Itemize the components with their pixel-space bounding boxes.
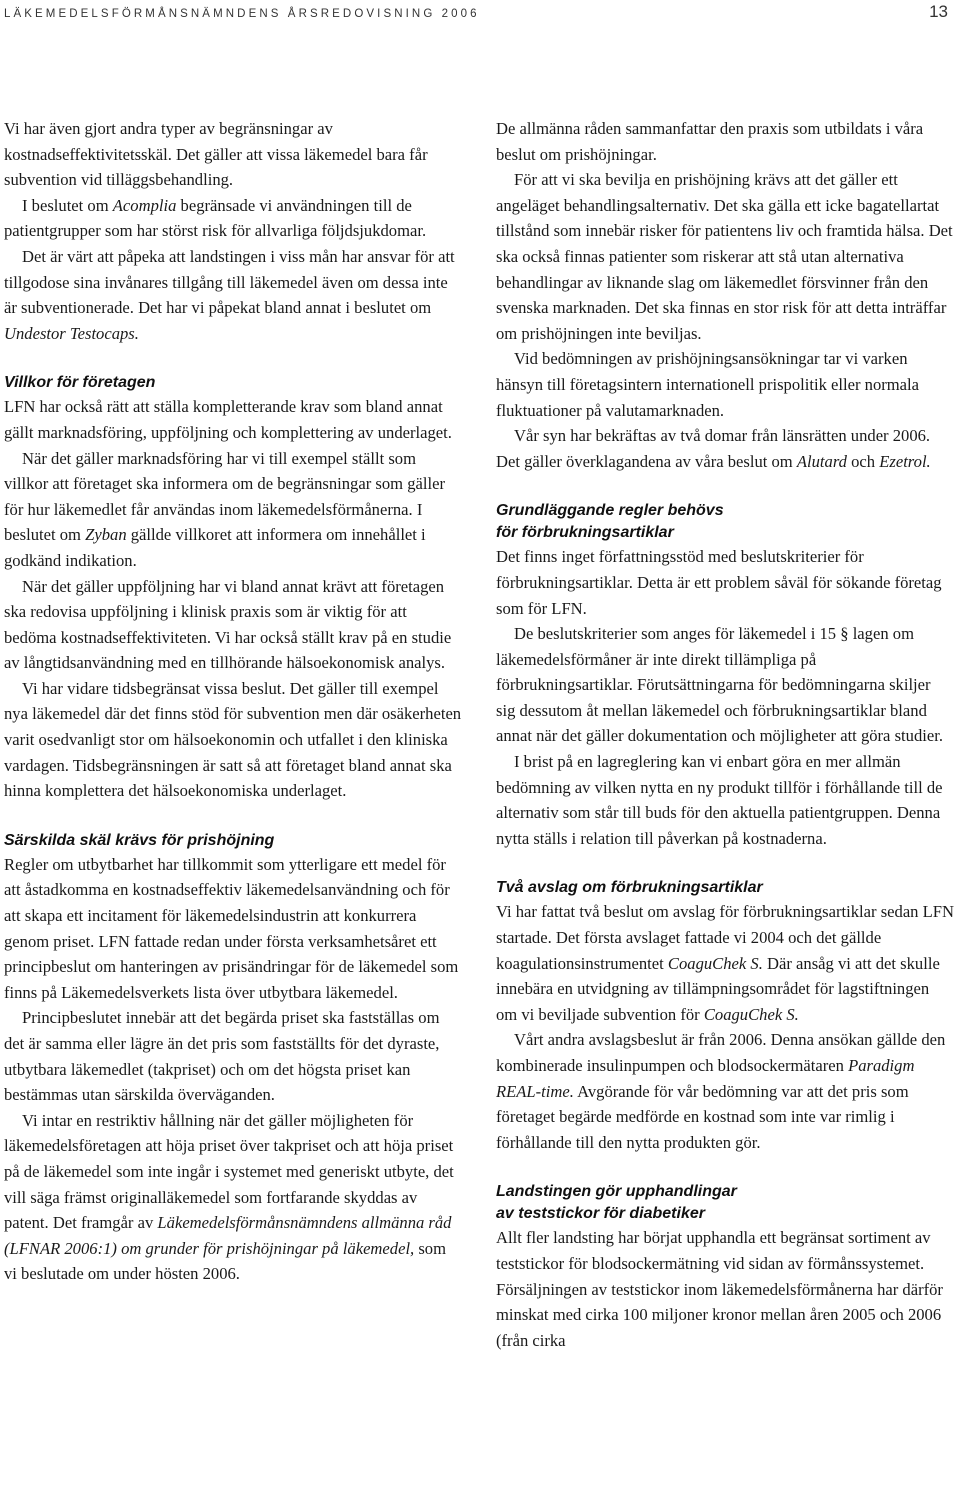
- paragraph: Vi intar en restriktiv hållning när det gäller möjligheten för läkemedelsföretagen att höja priset över takpriset och att höja priset på de läkemedel som inte ingår i systemet med generiskt utbyte, det vill säga främst originalläkemedel som fortfarande skyddas av patent. Det framgår av Läkemedelsförmånsnämndens allmänna råd (LFNAR 2006:1) om grunder för prishöjningar på läkemedel, som vi beslutade om under hösten 2006.: [4, 1110, 454, 1284]
- paragraph: Vi har vidare tidsbegränsat vissa beslut. Det gäller till exempel nya läkemedel där det finns stöd för subvention men där osäkerheten varit osedvanligt stor om hälsoekonomin och utfallet i den kliniska vardagen. Tidsbegränsningen är satt så att företaget bland annat ska hinna komplettera det hälsoekonomiska underlaget.: [4, 678, 462, 801]
- product-name: Ezetrol.: [879, 451, 931, 471]
- product-name: CoaguChek S.: [667, 953, 763, 973]
- left-column: [4, 116, 462, 1287]
- product-name: Alutard: [796, 451, 847, 471]
- paragraph: Vi har även gjort andra typer av begränsningar av kostnadseffektivitetsskäl. Det gäller att vissa läkemedel bara får subvention vid tilläggsbehandling.: [4, 119, 428, 190]
- paragraph: Allt fler landsting har börjat upphandla ett begränsat sortiment av teststickor för blodsockermätning vid sidan av förmånssystemet. Försäljningen av teststickor inom läkemedelsförmånerna har därför minskat med cirka 100 miljoner kronor mellan åren 2005 och 2006 (från cirka: [496, 1228, 943, 1350]
- product-name: Acomplia: [112, 195, 177, 215]
- product-name: Paradigm REAL-time.: [496, 1056, 915, 1101]
- paragraph: Principbeslutet innebär att det begärda priset ska fastställas om det är samma eller lägre än det pris som fastställts för det dyraste, utbytbara läkemedlet (takpriset) och om det högsta priset kan bestämmas utan särskilda överväganden.: [4, 1008, 440, 1105]
- section-heading: Landstingen gör upphandlingar av teststickor för diabetiker: [496, 1183, 737, 1223]
- paragraph: Det finns inget författningsstöd med beslutskriterier för förbrukningsartiklar. Detta är ett problem såväl för sökande företag som för LFN.: [496, 547, 942, 618]
- paragraph: Det är värt att påpeka att landstingen i viss mån har ansvar för att tillgodose sina invånares tillgång till läkemedel även om dessa inte är subventionerade. Det har vi påpekat bland annat i beslutet om Undestor Testocaps.: [4, 246, 455, 343]
- paragraph: I beslutet om Acomplia begränsade vi användningen till de patientgrupper som har störst risk för allvarliga följdsjukdomar.: [4, 195, 427, 241]
- paragraph: Regler om utbytbarhet har tillkommit som ytterligare ett medel för att åstadkomma en kostnadseffektiv läkemedelsanvändning och för att skapa ett incitament för läkemedelsindustrin att konkurrera genom priset. LFN fattade redan under första verksamhetsåret ett principbeslut om hanteringen av prisändringar för de läkemedel som finns på Läkemedelsverkets lista över utbytbara läkemedel.: [4, 854, 459, 1002]
- paragraph: När det gäller uppföljning har vi bland annat krävt att företagen ska redovisa uppföljning i klinisk praxis som är viktig för att bedöma kostnadseffektiviteten. Vi har också ställt krav på en studie av långtidsanvändning med en tillhörande hälsoekonomisk analys.: [4, 576, 452, 673]
- product-name: CoaguChek S.: [703, 1004, 799, 1024]
- section-heading: Särskilda skäl krävs för prishöjning: [4, 831, 275, 849]
- paragraph: Vid bedömningen av prishöjningsansökningar tar vi varken hänsyn till företagsintern internationell prispolitik eller normala fluktuationer på valutamarknaden.: [496, 349, 920, 420]
- paragraph: När det gäller marknadsföring har vi till exempel ställt som villkor att företaget ska informera om de begränsningar som gäller för hur läkemedlet får användas inom läkemedelsförmånerna. I beslutet om Zyban gällde villkoret att informera om innehållet i godkänd indikation.: [4, 448, 445, 570]
- running-header: [4, 0, 956, 28]
- paragraph: LFN har också rätt att ställa kompletterande krav som bland annat gällt marknadsföring, uppföljning och komplettering av underlaget.: [4, 397, 452, 442]
- paragraph: Vårt andra avslagsbeslut är från 2006. Denna ansökan gällde den kombinerade insulinpumpen och blodsockermätaren Paradigm REAL-time. Avgörande för vår bedömning var att det pris som företaget begärde medförde en kostnad som inte var rimlig i förhållande till den nytta produkten gör.: [496, 1030, 946, 1152]
- paragraph: Vår syn har bekräftas av två domar från länsrätten under 2006. Det gäller överklagandena av våra beslut om Alutard och Ezetrol.: [496, 426, 931, 471]
- paragraph: För att vi ska bevilja en prishöjning krävs att det gäller ett angeläget behandlingsalternativ. Det ska gälla ett icke bagatellartat tillstånd som innebär risker för patientens liv och framtida hälsa. Det ska också finnas patienter som riskerar att stå utan alternativa behandlingar av liknande slag om läkemedlet försvinner från den svenska marknaden. Det ska finnas en stor risk för att detta inträffar om prishöjningen inte beviljas.: [496, 170, 953, 343]
- paragraph: I brist på en lagreglering kan vi enbart göra en mer allmän bedömning av vilken nytta en ny produkt tillför i förhållande till de alternativ som står till buds för den aktuella patientgruppen. Denna nytta ställs i relation till påverkan på kostnaderna.: [496, 752, 943, 848]
- running-title: LÄKEMEDELSFÖRMÅNSNÄMNDENS ÅRSREDOVISNING 2006: [4, 8, 480, 20]
- section-heading: Villkor för företagen: [4, 374, 156, 392]
- document-title: Läkemedelsförmånsnämndens allmänna råd (LFNAR 2006:1) om grunder för prishöjningar på läkemedel,: [4, 1213, 452, 1258]
- page-number: 13: [929, 2, 948, 21]
- paragraph: Vi har fattat två beslut om avslag för förbrukningsartiklar sedan LFN startade. Det första avslaget fattade vi 2004 och det gällde koagulationsinstrumentet CoaguChek S. Där ansåg vi att det skulle innebära en utvidgning av tillämpningsområdet för lagstiftningen om vi beviljade subvention för CoaguChek S.: [496, 902, 954, 1024]
- right-column: [496, 116, 954, 1353]
- paragraph: De allmänna råden sammanfattar den praxis som utbildats i våra beslut om prishöjningar.: [496, 119, 924, 164]
- section-heading: Grundläggande regler behövs för förbrukningsartiklar: [496, 502, 724, 542]
- paragraph: De beslutskriterier som anges för läkemedel i 15 § lagen om läkemedelsförmåner är inte direkt tillämpliga på förbrukningsartiklar. Förutsättningarna för bedömningarna skiljer sig dessutom åt mellan läkemedel och förbrukningsartiklar bland annat när det gäller dokumentation och möjligheter att göra studier.: [496, 624, 943, 746]
- product-name: Undestor Testocaps.: [4, 323, 139, 343]
- product-name: Zyban: [85, 525, 127, 545]
- section-heading: Två avslag om förbrukningsartiklar: [496, 879, 763, 897]
